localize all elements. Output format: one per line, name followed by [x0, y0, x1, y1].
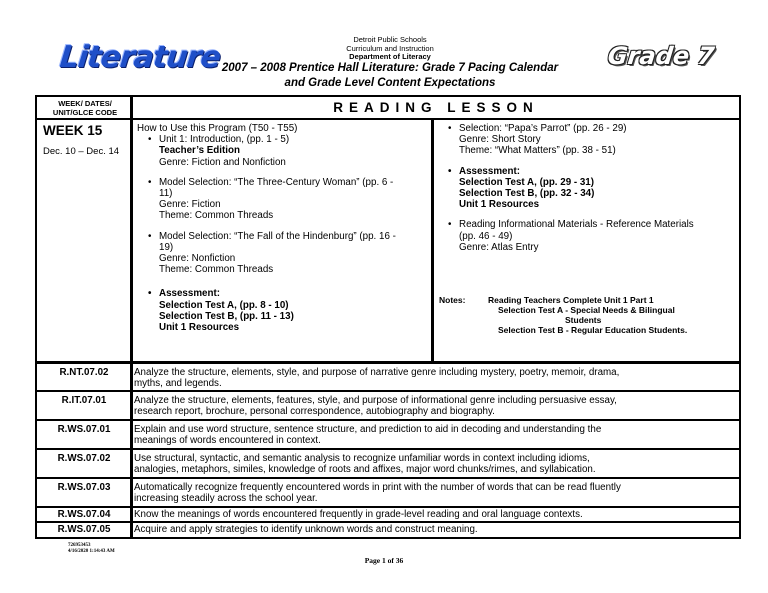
page-range-text: 19): [159, 241, 174, 253]
genre-text: Genre: Fiction and Nonfiction: [159, 156, 286, 168]
notes-block: [488, 295, 733, 335]
page-number: Page 1 of 36: [364, 556, 404, 565]
reading-lesson-header: READING LESSON: [333, 100, 539, 115]
genre-text: Genre: Fiction: [159, 199, 221, 211]
glce-description: Analyze the structure, elements, style, and purpose of narrative genre including mystery, poetry, memoir, drama, myths, and legends.: [134, 367, 620, 390]
glce-description: Acquire and apply strategies to identify unknown words and construct meaning.: [134, 524, 478, 535]
list-item: • Reading Informational Materials - Reference Materials: [437, 219, 737, 230]
org-name: Detroit Public Schools: [353, 35, 427, 44]
doc-title-line2: and Grade Level Content Expectations: [284, 77, 496, 89]
assessment-line: Selection Test B, (pp. 32 - 34): [459, 188, 595, 200]
genre-text: Genre: Nonfiction: [159, 253, 236, 265]
notes-label: Notes:: [439, 295, 466, 305]
glce-code: R.IT.07.01: [61, 395, 107, 406]
list-item: • Model Selection: “The Three-Century Woman” (pp. 6 -: [137, 177, 429, 188]
glce-code: R.WS.07.01: [57, 424, 111, 435]
column-header-week: WEEK/ DATES/ UNIT/GLCE CODE: [52, 99, 118, 117]
grade-7-logo: Grade 7: [606, 42, 716, 70]
program-intro: How to Use this Program (T50 - T55): [137, 123, 298, 134]
glce-code: R.WS.07.02: [57, 453, 111, 464]
glce-code: R.WS.07.03: [57, 482, 111, 493]
doc-title-line1: 2007 – 2008 Prentice Hall Literature: Grade 7 Pacing Calendar: [221, 62, 559, 74]
list-item: • Selection: “Papa’s Parrot” (pp. 26 - 29): [437, 123, 737, 134]
assessment-line: Selection Test A, (pp. 8 - 10): [159, 299, 289, 311]
teachers-edition: Teacher’s Edition: [159, 145, 240, 157]
pacing-table: [35, 95, 741, 539]
glce-code: R.NT.07.02: [59, 367, 109, 378]
glce-description: Automatically recognize frequently encountered words in print with the number of words that can be read fluently increasing steadily across the school year.: [134, 482, 621, 505]
genre-text: Genre: Atlas Entry: [459, 241, 539, 253]
list-item: • Model Selection: “The Fall of the Hindenburg” (pp. 16 -: [137, 231, 429, 242]
glce-description: Know the meanings of words encountered frequently in grade-level reading and oral language contexts.: [134, 509, 583, 520]
notes-line: Students: [565, 315, 602, 325]
theme-text: Theme: Common Threads: [159, 210, 274, 222]
footer-id: [68, 543, 115, 555]
notes-line: Selection Test A - Special Needs & Bilingual: [498, 305, 675, 315]
dept-name: Curriculum and Instruction: [346, 44, 434, 53]
print-timestamp: 4/16/2020 1:14:43 AM: [68, 549, 115, 554]
theme-text: Theme: “What Matters” (pp. 38 - 51): [459, 145, 616, 157]
page-range-text: 11): [159, 188, 173, 200]
assessment-line: Selection Test A, (pp. 29 - 31): [459, 176, 595, 188]
assessment-line: Unit 1 Resources: [459, 199, 540, 211]
list-item: • Unit 1: Introduction, (pp. 1 - 5): [137, 134, 429, 145]
notes-line: Selection Test B - Regular Education Students.: [498, 325, 688, 335]
glce-description: Analyze the structure, elements, features, style, and purpose of informational genre including persuasive essay, research report, brochure, personal correspondence, autobiography and biography.: [134, 395, 617, 418]
sub-dept-name: Department of Literacy: [349, 52, 431, 61]
genre-text: Genre: Short Story: [459, 134, 541, 146]
glce-code: R.WS.07.04: [57, 509, 111, 520]
glce-description: Use structural, syntactic, and semantic analysis to recognize unfamiliar words in context including idioms, analogies, metaphors, similes, knowledge of roots and affixes, major word chunks/rimes, and syllabication.: [134, 453, 596, 476]
glce-code: R.WS.07.05: [57, 524, 111, 535]
lesson-right-column: [437, 123, 737, 253]
page-range-text: (pp. 46 - 49): [459, 230, 513, 242]
glce-description: Explain and use word structure, sentence structure, and prediction to aid in decoding and understanding the meanings of words encountered in context.: [134, 424, 602, 447]
lesson-left-column: [137, 123, 429, 333]
document-id: 726953453: [68, 543, 91, 548]
assessment-heading: • Assessment:: [437, 166, 737, 177]
notes-line: Reading Teachers Complete Unit 1 Part 1: [488, 295, 654, 305]
assessment-heading: • Assessment:: [137, 288, 429, 299]
literature-logo: Literature: [58, 40, 222, 75]
theme-text: Theme: Common Threads: [159, 264, 274, 276]
week-label: WEEK 15: [43, 123, 103, 138]
assessment-line: Unit 1 Resources: [159, 322, 240, 334]
week-dates: Dec. 10 – Dec. 14: [43, 146, 120, 157]
assessment-line: Selection Test B, (pp. 11 - 13): [159, 310, 294, 322]
